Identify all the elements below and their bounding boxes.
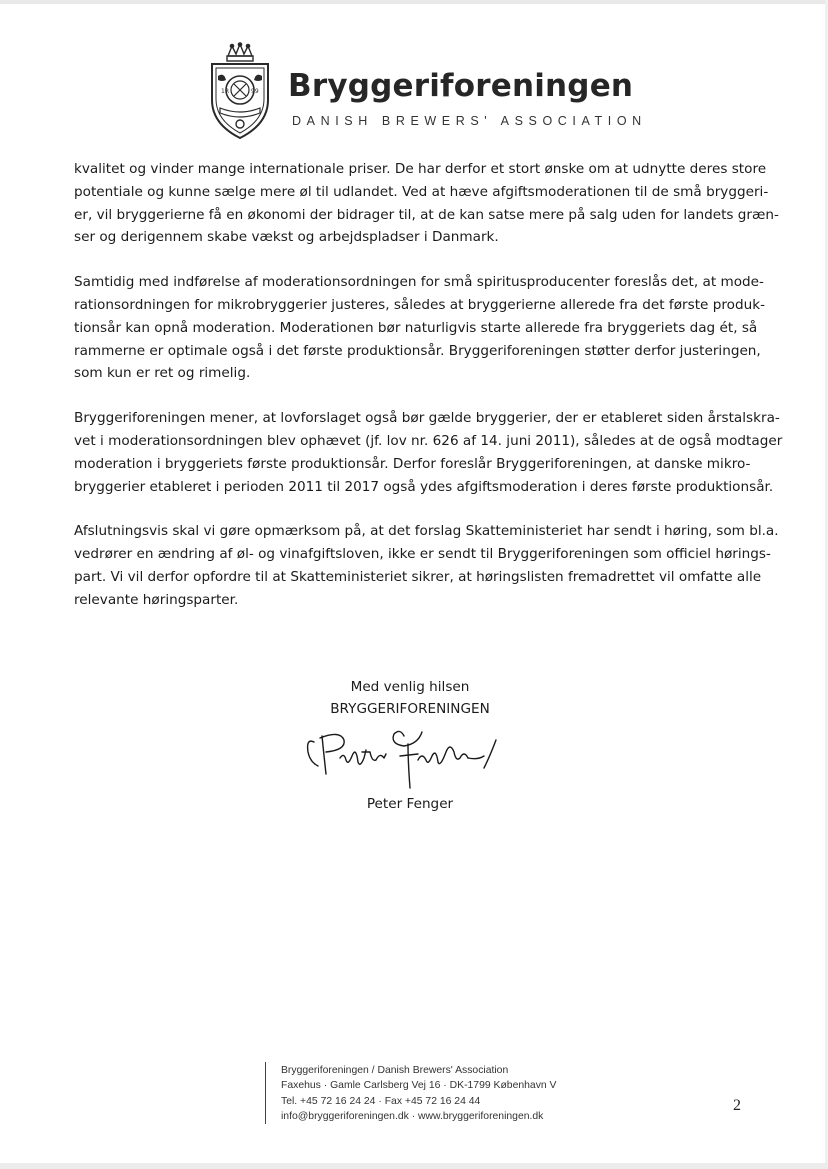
greeting: Med venlig hilsen [350, 679, 470, 695]
text-line: Samtidig med indførelse af moderationsordningen for små spiritusproducenter foreslås det, at mode- [74, 274, 764, 291]
brewers-crest-icon [206, 42, 274, 140]
crest-text-right: 99 [251, 88, 259, 95]
text-line: potentiale og kunne sælge mere øl til udlandet. Ved at hæve afgiftsmoderationen til de små bryggeri- [74, 183, 769, 200]
text-line: Bryggeriforeningen mener, at lovforslaget også bør gælde bryggerier, der er etableret siden årstalskra- [74, 410, 780, 427]
crest-text-left: 1R [221, 88, 229, 95]
text-line: relevante høringsparter. [74, 591, 239, 608]
letter-body [74, 158, 783, 634]
footer-line: Tel. +45 72 16 24 24 · Fax +45 72 16 24 44 [281, 1095, 481, 1107]
text-line: rationsordningen for mikrobryggerier justeres, således at bryggerierne allerede fra det første produk- [74, 296, 765, 313]
text-line: som kun er ret og rimelig. [74, 365, 251, 382]
footer-line: Bryggeriforeningen / Danish Brewers' Association [281, 1065, 509, 1076]
text-line: moderation i bryggeriets første produktionsår. Derfor foreslår Bryggeriforeningen, at danske mikro- [74, 455, 751, 472]
text-line: Afslutningsvis skal vi gøre opmærksom på, at det forslag Skatteministeriet har sendt i høring, som bl.a. [74, 523, 779, 540]
paragraph-1 [74, 158, 779, 249]
page-number: 2 [733, 1097, 741, 1114]
footer-divider [265, 1062, 266, 1124]
letterhead [206, 42, 647, 142]
text-line: kvalitet og vinder mange internationale priser. De har derfor et stort ønske om at udnytte deres store [74, 161, 767, 177]
organization-name: Bryggeriforeningen [288, 68, 634, 104]
text-line: bryggerier etableret i perioden 2011 til 2017 også ydes afgiftsmoderation i deres første produktionsår. [74, 478, 774, 495]
scan-edge-bottom [0, 1163, 828, 1169]
text-line: er, vil bryggerierne få en økonomi der bidrager til, at de kan satse mere på salg uden for landets græn- [74, 206, 779, 223]
signer-name: Peter Fenger [366, 796, 454, 812]
paragraph-4 [74, 520, 779, 611]
text-line: vedrører en ændring af øl- og vinafgiftsloven, ikke er sendt til Bryggeriforeningen som officiel hørings- [74, 546, 771, 563]
paragraph-2 [74, 271, 765, 385]
text-line: ser og derigennem skabe vækst og arbejdspladser i Danmark. [74, 229, 499, 246]
closing-organization: BRYGGERIFORENINGEN [330, 701, 490, 717]
scan-edge-top [0, 0, 828, 4]
footer-line: Faxehus · Gamle Carlsberg Vej 16 · DK-1799 København V [281, 1080, 557, 1092]
text-line: vet i moderationsordningen blev ophævet (jf. lov nr. 626 af 14. juni 2011), således at de også modtager [74, 432, 783, 449]
text-line: rammerne er optimale også i det første produktionsår. Bryggeriforeningen støtter derfor justeringen, [74, 342, 761, 359]
footer-address [281, 1063, 557, 1125]
organization-subtitle: DANISH BREWERS' ASSOCIATION [292, 114, 647, 128]
closing-block [260, 676, 560, 720]
text-line: part. Vi vil derfor opfordre til at Skatteministeriet sikrer, at høringslisten fremadrettet vil omfatte alle [74, 568, 762, 585]
handwritten-signature [300, 722, 520, 792]
text-line: tionsår kan opnå moderation. Moderationen bør naturligvis starte allerede fra bryggeriets dag ét, så [74, 319, 758, 336]
paragraph-3 [74, 407, 783, 498]
footer-line: info@bryggeriforeningen.dk · www.bryggeriforeningen.dk [281, 1111, 544, 1123]
